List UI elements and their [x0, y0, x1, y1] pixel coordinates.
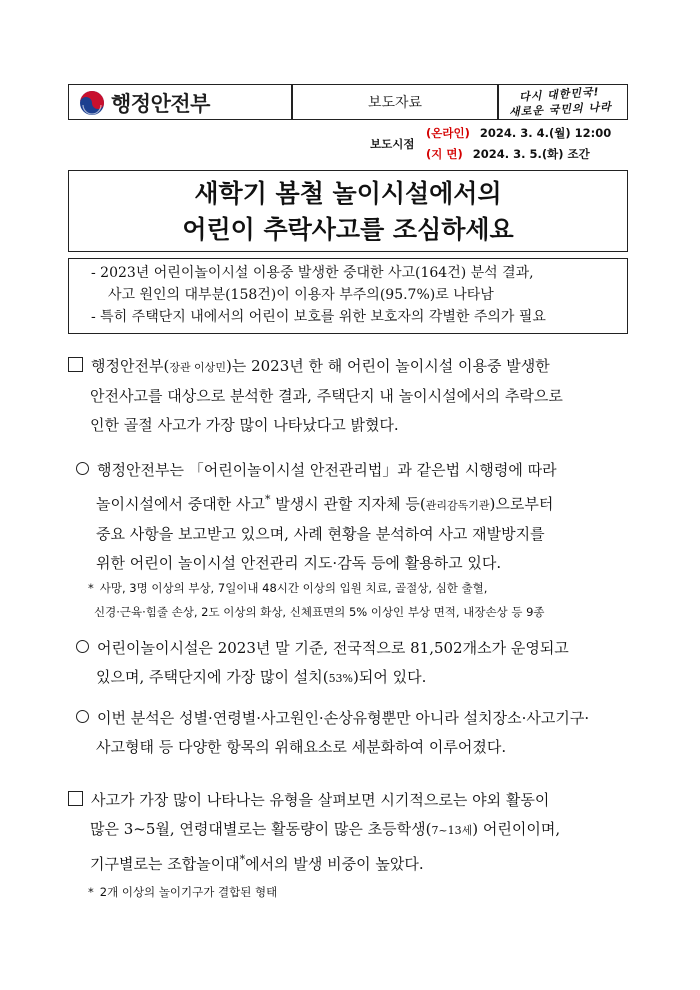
headline-line: 어린이 추락사고를 조심하세요	[182, 215, 514, 244]
release-label: 보도시점	[370, 137, 415, 151]
release-paper-tag: (지 면)	[426, 147, 463, 161]
ministry-logo	[79, 88, 210, 118]
text: 이번 분석은 성별·연령별·사고원인·손상유형뿐만 아니라 설치장소·사고기구·	[97, 709, 590, 727]
text: 에서의 발생 비중이 높았다.	[245, 855, 424, 873]
text: )는 2023년 한 해 어린이 놀이시설 이용중 발생한	[225, 357, 550, 375]
text: 발생시 관할 지자체 등(	[270, 495, 426, 513]
text: 기구별로는 조합놀이대	[90, 855, 240, 873]
header-divider	[497, 85, 499, 119]
headline-line: 새학기 봄철 놀이시설에서의	[194, 179, 502, 208]
slogan-calligraphy	[501, 86, 625, 118]
text: 어린이놀이시설은 2023년 말 기준, 전국적으로 81,502개소가 운영되고	[97, 639, 569, 657]
slogan-line: 새로운 국민의 나라	[508, 100, 612, 119]
text: 놀이시설에서 중대한 사고	[96, 495, 265, 513]
footnote-mark: *	[264, 493, 271, 506]
paragraph-5	[68, 786, 560, 879]
footnote-star: *	[88, 885, 94, 899]
summary-line: - 2023년 어린이놀이시설 이용중 발생한 중대한 사고(164건) 분석 결과,	[91, 265, 534, 281]
text: 2개 이상의 놀이기구가 결합된 형태	[99, 885, 278, 899]
doc-type-label: 보도자료	[367, 95, 423, 111]
paragraph-3	[76, 634, 569, 693]
text: 위한 어린이 놀이시설 안전관리 지도·감독 등에 활용하고 있다.	[96, 554, 502, 572]
text: 관리감독기관	[425, 499, 490, 512]
text: 중요 사항을 보고받고 있으며, 사례 현황을 분석하여 사고 재발방지를	[96, 525, 545, 543]
text: 사고가 가장 많이 나타나는 유형을 살펴보면 시기적으로는 야외 활동이	[91, 791, 550, 809]
release-online-row	[426, 125, 611, 141]
text: 많은 3~5월, 연령대별로는 활동량이 많은 초등학생(	[90, 820, 432, 838]
summary-line: 사고 원인의 대부분(158건)이 이용자 부주의(95.7%)로 나타남	[108, 287, 494, 303]
press-header	[68, 84, 628, 120]
headline-box	[68, 170, 628, 252]
text: )으로부터	[489, 495, 554, 513]
text: 7~13세	[431, 824, 473, 837]
text: )되어 있다.	[353, 668, 427, 686]
text: 53%	[328, 672, 354, 685]
square-bullet-icon	[68, 791, 83, 806]
paragraph-2	[76, 456, 557, 578]
release-paper-time: 2024. 3. 5.(화) 조간	[472, 147, 590, 161]
footnote-1	[88, 576, 545, 624]
text: 사고형태 등 다양한 항목의 위해요소로 세분화하여 이루어졌다.	[96, 738, 507, 756]
text: ) 어린이이며,	[472, 820, 561, 838]
square-bullet-icon	[68, 357, 83, 372]
circle-bullet-icon	[76, 710, 89, 723]
release-online-time: 2024. 3. 4.(월) 12:00	[479, 126, 612, 140]
footnote-2	[88, 880, 277, 904]
text: 신경·근육·힘줄 손상, 2도 이상의 화상, 신체표면의 5% 이상인 부상 면적, 내장손상 등 9종	[94, 605, 545, 619]
paragraph-4	[76, 704, 589, 762]
summary-box	[68, 258, 628, 334]
text: 행정안전부(	[91, 357, 170, 375]
paragraph-1	[68, 352, 563, 440]
release-online-tag: (온라인)	[426, 126, 470, 140]
text: 장관 이상민	[169, 361, 226, 374]
text: 안전사고를 대상으로 분석한 결과, 주택단지 내 놀이시설에서의 추락으로	[90, 387, 563, 405]
slogan-line: 다시 대한민국!	[518, 85, 600, 104]
text: 인한 골절 사고가 가장 많이 나타났다고 밝혔다.	[90, 416, 399, 434]
org-name: 행정안전부	[111, 92, 210, 116]
summary-line: - 특히 주택단지 내에서의 어린이 보호를 위한 보호자의 각별한 주의가 필요	[91, 309, 546, 325]
taegeuk-logo-icon	[79, 90, 105, 116]
text: 사망, 3명 이상의 부상, 7일이내 48시간 이상의 입원 치료, 골절상, 심한 출혈,	[99, 581, 488, 595]
circle-bullet-icon	[76, 462, 89, 475]
text: 있으며, 주택단지에 가장 많이 설치(	[96, 668, 329, 686]
circle-bullet-icon	[76, 640, 89, 653]
footnote-star: *	[88, 581, 94, 595]
release-paper-row	[426, 146, 590, 162]
text: 행정안전부는 「어린이놀이시설 안전관리법」과 같은법 시행령에 따라	[97, 461, 557, 479]
footnote-mark: *	[239, 853, 246, 866]
